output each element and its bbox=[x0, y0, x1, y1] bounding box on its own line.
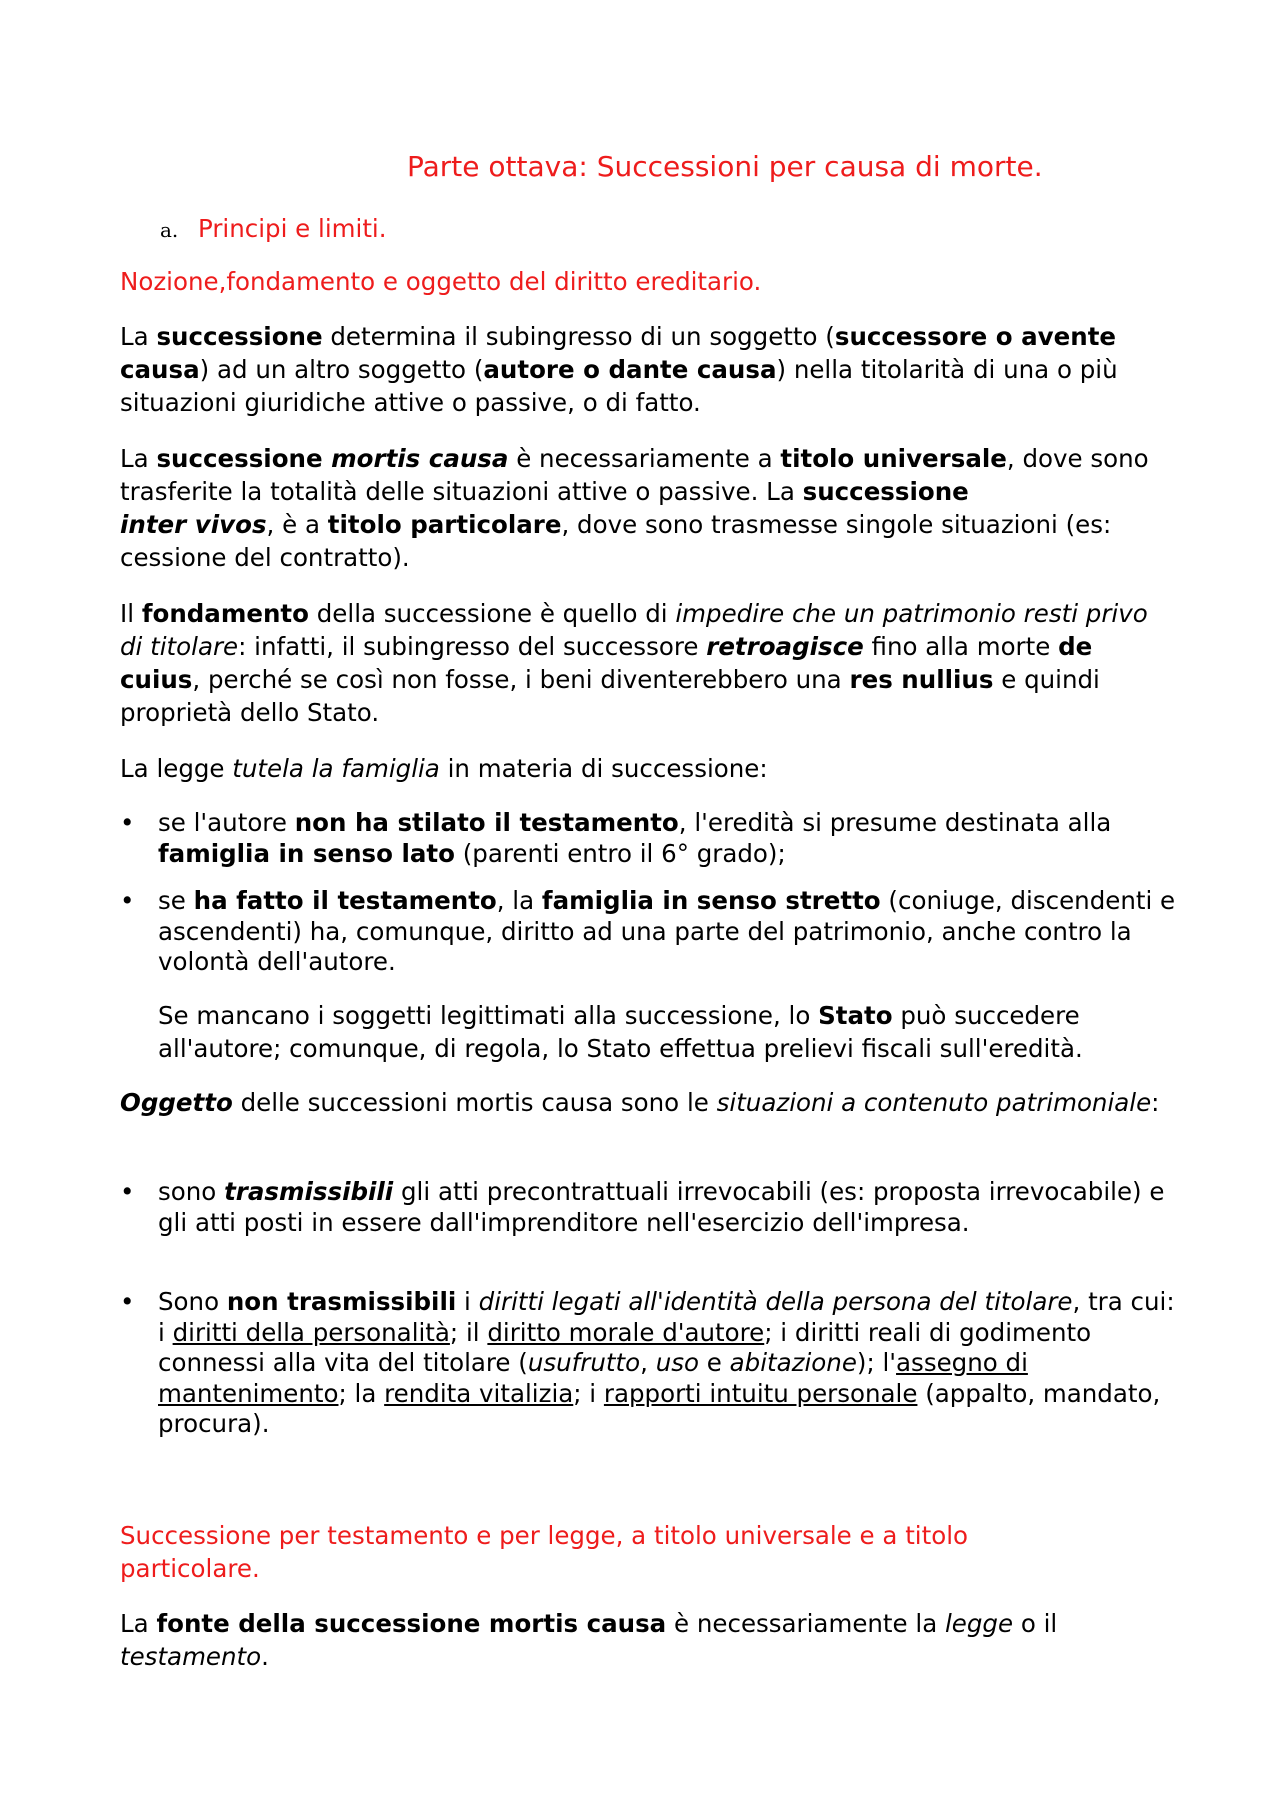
heading-nozione: Nozione,fondamento e oggetto del diritto ereditario. bbox=[120, 267, 762, 296]
paragraph-fondamento: Il fondamento della successione è quello di impedire che un patrimonio resti privo di titolare: infatti, il subingresso del successore retroagisce fino alla morte de cuius, perché se così non fosse, i beni diventerebbero una res nullius e quindi proprietà dello Stato. bbox=[120, 599, 1148, 727]
document-page: Parte ottava: Successioni per causa di morte. a. Principi e limiti. Nozione,fondamento e oggetto del diritto ereditario. La successione determina il subingresso di un soggetto (successore o avente causa) ad un altro soggetto (autore o dante causa) nella titolarità di una o più situazioni giuridiche attive o passive, o di fatto. La successione mortis causa è necessariamente a titolo universale, dove sono trasferite la totalità delle situazioni attive o passive. La successione inter vivos, è a titolo particolare, dove sono trasmesse singole situazioni (es: cessione del contratto). Il fondamento della successione è quello di impedire che un patrimonio resti privo di titolare: infatti, il subingresso del successore retroagisce fino alla morte de cuius, perché se così non fosse, i beni diventerebbero una res nullius e quindi proprietà dello Stato. La legge tutela la famiglia in materia di successione: • se l'autore non ha stilato il testamento, l'eredità si presume destinata alla famiglia in senso lato (parenti entro il 6° grado); • se ha fatto il testamento, la famiglia in senso stretto (coniuge, discendenti e ascendenti) ha, comunque, diritto ad una parte del patrimonio, anche contro la volontà dell'autore. Se mancano i soggetti legittimati alla successione, lo Stato può succedere all'autore; comunque, di regola, lo Stato effettua prelievi fiscali sull'eredità. Oggetto delle successioni mortis causa sono le situazioni a contenuto patrimoniale: • sono trasmissibili gli atti precontrattuali irrevocabili (es: proposta irrevocabile) e gli atti posti in essere dall'imprenditore nell'esercizio dell'impresa. • Sono non trasmissibili i diritti legati all'identità della persona del titolare, tra cui: i diritti della personalità; il diritto morale d'autore; i diritti reali di godimento connessi alla vita del titolare (usufrutto, uso e abitazione); l'assegno di mantenimento; la rendita vitalizia; i rapporti intuitu personale (appalto, mandato, procura). Successione per testamento e per legge, a titolo universale e a titolo particolare. La fonte della successione mortis causa è necessariamente la legge o il testamento. bbox=[120, 150, 1176, 1671]
paragraph-successione: La successione determina il subingresso di un soggetto (successore o avente causa) ad un altro soggetto (autore o dante causa) nella titolarità di una o più situazioni giuridiche attive o passive, o di fatto. bbox=[120, 322, 1118, 417]
paragraph-legge-famiglia: La legge tutela la famiglia in materia di successione: bbox=[120, 754, 768, 783]
paragraph-fonte: La fonte della successione mortis causa è necessariamente la legge o il testamento. bbox=[120, 1609, 1058, 1671]
paragraph-mortis-causa: La successione mortis causa è necessariamente a titolo universale, dove sono trasferite la totalità delle situazioni attive o passive. La successione inter vivos, è a titolo particolare, dove sono trasmesse singole situazioni (es: cessione del contratto). bbox=[120, 444, 1149, 572]
bullet-icon: • bbox=[120, 808, 135, 837]
paragraph-stato: Se mancano i soggetti legittimati alla successione, lo Stato può succedere all'autore; comunque, di regola, lo Stato effettua prelievi fiscali sull'eredità. bbox=[158, 1001, 1083, 1063]
heading-successione-testamento: Successione per testamento e per legge, a titolo universale e a titolo particolare. bbox=[120, 1521, 969, 1583]
section-a-heading bbox=[160, 214, 387, 243]
bullet-icon: • bbox=[120, 1287, 135, 1316]
paragraph-oggetto: Oggetto delle successioni mortis causa sono le situazioni a contenuto patrimoniale: bbox=[120, 1088, 1160, 1117]
list-marker: a. bbox=[160, 218, 179, 242]
bullet-icon: • bbox=[120, 1177, 135, 1206]
section-a-label: Principi e limiti. bbox=[198, 214, 387, 243]
page-title: Parte ottava: Successioni per causa di morte. bbox=[407, 150, 1043, 183]
bullet-icon: • bbox=[120, 886, 135, 915]
